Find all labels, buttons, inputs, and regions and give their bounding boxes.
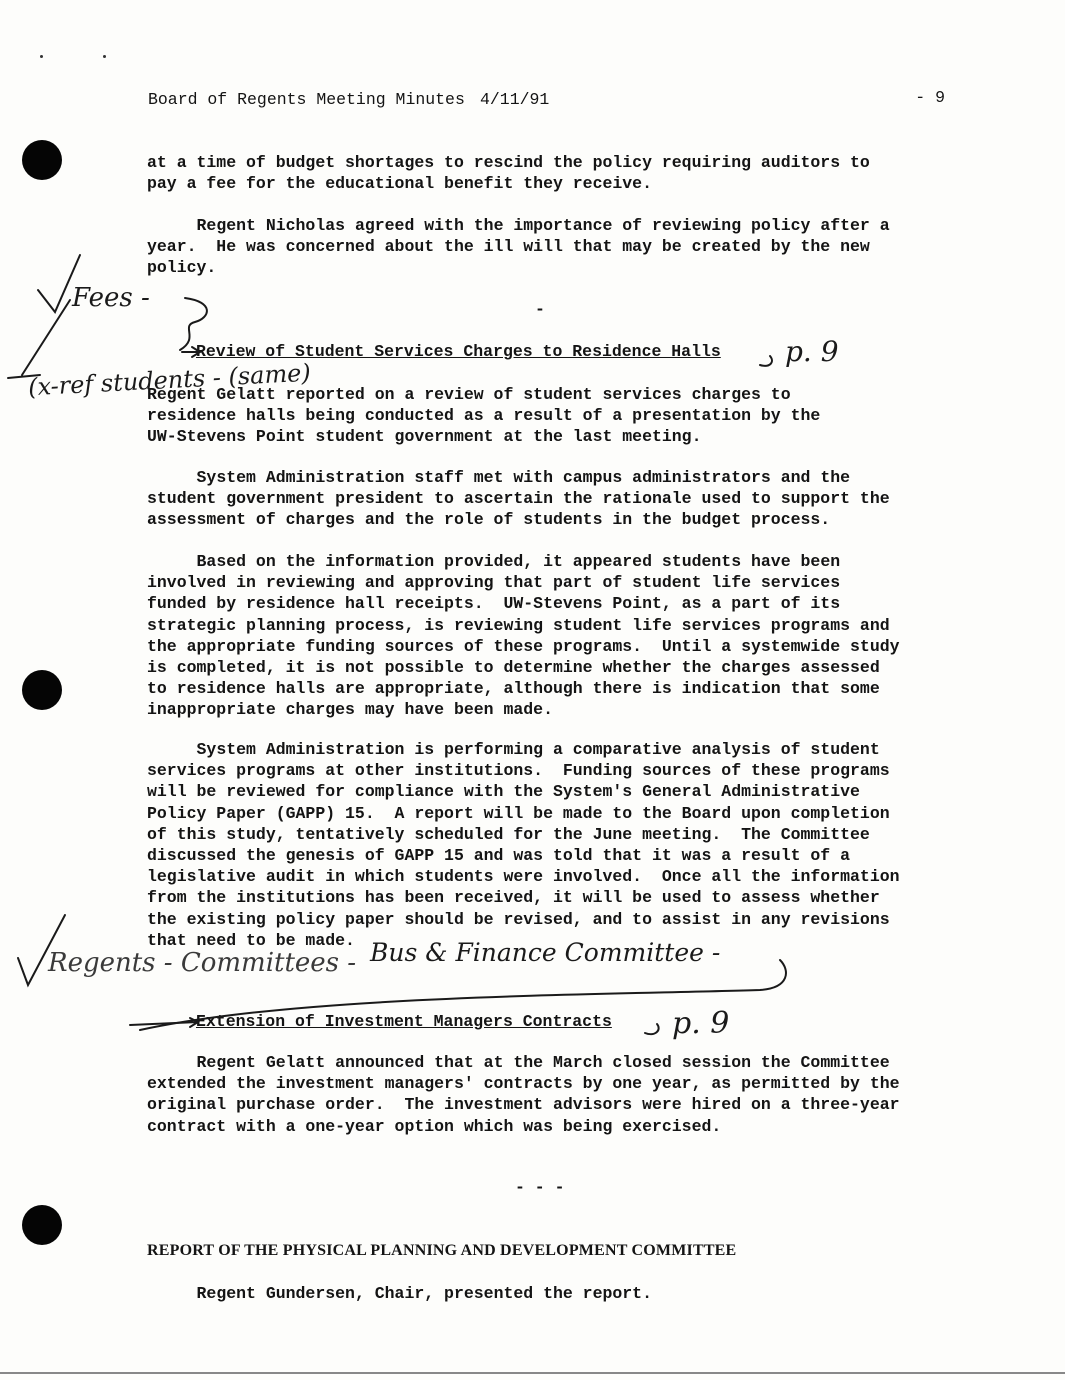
paragraph-nicholas: Regent Nicholas agreed with the importance of reviewing policy after a year. He was concerned about the ill will that may be created by the new policy. bbox=[147, 216, 890, 278]
scan-speck bbox=[103, 55, 106, 58]
bottom-scan-edge bbox=[0, 1372, 1065, 1374]
paragraph-comparative-analysis: System Administration is performing a comparative analysis of student services programs at other institutions. Funding sources of these programs will be reviewed for compliance with the System's General Administrative Policy Paper (GAPP) 15. A report will be made to the Board upon completion of this study, tentatively scheduled for the June meeting. The Committee discussed the genesis of GAPP 15 and was told that it was a result of a legislative audit in which students were involved. Once all the information from the institutions has been received, it will be used to assess whether the existing policy paper should be revised, and to assist in any revisions that need to be made. bbox=[147, 740, 900, 950]
handwritten-fees: Fees - bbox=[72, 283, 150, 313]
section-heading-investment: Extension of Investment Managers Contracts bbox=[196, 1012, 612, 1031]
hook-stroke-2 bbox=[645, 1024, 659, 1034]
paragraph-gelatt-review: Regent Gelatt reported on a review of student services charges to residence halls being conducted as a result of a presentation by the UW-Stevens Point student government at the last meeting. bbox=[147, 385, 821, 447]
paragraph-based-on-information: Based on the information provided, it appeared students have been involved in reviewing and approving that part of student life services funded by residence hall receipts. UW-Stevens Point, as a part of its strategic planning process, is reviewing student life services programs and the appropriate funding sources of these programs. Until a systemwide study is completed, it is not possible to determine whether the charges assessed to residence halls are appropriate, although there is indication that some inappropriate charges may have been made. bbox=[147, 552, 900, 720]
page-number: - 9 bbox=[915, 88, 945, 107]
paragraph-auditors: at a time of budget shortages to rescind the policy requiring auditors to pay a fee for the educational benefit they receive. bbox=[147, 153, 870, 194]
header-date: 4/11/91 bbox=[480, 90, 550, 109]
paragraph-investment-contracts: Regent Gelatt announced that at the March closed session the Committee extended the investment managers' contracts by one year, as permitted by the original purchase order. The investment advisors were hired on a three-year contract with a one-year option which was being exercised. bbox=[147, 1053, 900, 1136]
punch-hole-middle bbox=[22, 670, 62, 710]
checkmark-tail-line bbox=[8, 300, 70, 378]
separator-triple-dash: - - - bbox=[515, 1178, 565, 1197]
hook-stroke bbox=[760, 356, 772, 366]
handwritten-bus-finance: Bus & Finance Committee - bbox=[370, 938, 721, 967]
handwritten-page-ref-1: p. 9 bbox=[785, 335, 839, 368]
header-title: Board of Regents Meeting Minutes bbox=[148, 90, 465, 109]
handwritten-page-ref-2: p. 9 bbox=[672, 1006, 730, 1041]
handwritten-regents-committees: Regents - Committees - bbox=[48, 948, 357, 978]
heading-arrow-investment bbox=[130, 1018, 198, 1027]
separator-dash: - bbox=[535, 300, 545, 319]
handwritten-students-xref: (x-ref students - (same) bbox=[27, 358, 312, 402]
punch-hole-top bbox=[22, 140, 62, 180]
punch-hole-bottom bbox=[22, 1205, 62, 1245]
scan-speck bbox=[40, 55, 43, 58]
report-heading: REPORT OF THE PHYSICAL PLANNING AND DEVELOPMENT COMMITTEE bbox=[147, 1242, 737, 1259]
paragraph-gundersen: Regent Gundersen, Chair, presented the report. bbox=[147, 1284, 652, 1303]
paragraph-system-admin-staff: System Administration staff met with campus administrators and the student government president to ascertain the rationale used to support the assessment of charges and the role of students in the budget process. bbox=[147, 468, 890, 530]
section-heading-review: Review of Student Services Charges to Residence Halls bbox=[196, 342, 721, 361]
